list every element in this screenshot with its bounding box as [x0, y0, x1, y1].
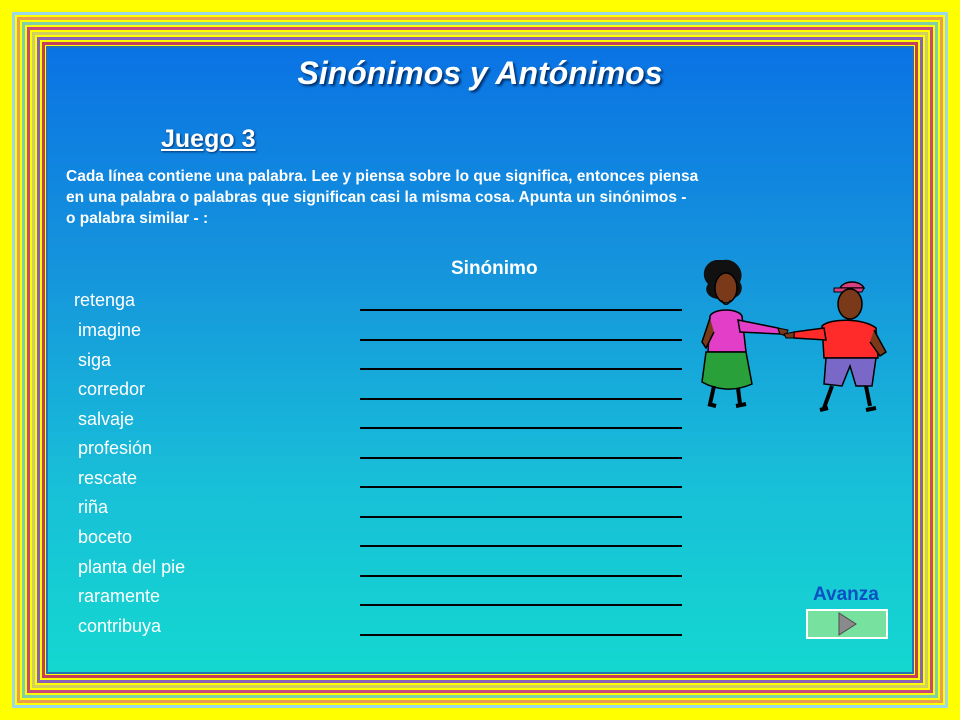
word-item: rescate [78, 468, 138, 488]
word-item: corredor [78, 379, 146, 399]
woman-figure [702, 260, 788, 406]
answer-blank[interactable] [360, 398, 682, 400]
instructions-line: o palabra similar - : [66, 210, 209, 227]
answer-blank[interactable] [360, 339, 682, 341]
word-item: boceto [78, 527, 133, 547]
page-title: Sinónimos y Antónimos [297, 55, 663, 91]
next-label: Avanza [813, 584, 879, 605]
word-item: raramente [78, 586, 161, 606]
man-figure [784, 282, 886, 410]
word-item: riña [78, 497, 109, 517]
answer-blank[interactable] [360, 368, 682, 370]
play-triangle-icon [837, 612, 857, 636]
word-item: salvaje [78, 409, 135, 429]
synonym-column-header: Sinónimo [451, 258, 538, 279]
word-item: imagine [78, 320, 142, 340]
word-item: contribuya [78, 616, 162, 636]
answer-blank[interactable] [360, 427, 682, 429]
answer-blank[interactable] [360, 575, 682, 577]
answer-blank[interactable] [360, 457, 682, 459]
answer-blank[interactable] [360, 604, 682, 606]
word-item: planta del pie [78, 557, 186, 577]
game-subtitle: Juego 3 [161, 125, 256, 153]
answer-blank[interactable] [360, 516, 682, 518]
instructions [66, 166, 896, 229]
answer-blank[interactable] [360, 545, 682, 547]
answer-blank[interactable] [360, 309, 682, 311]
answer-blank[interactable] [360, 486, 682, 488]
instructions-line: en una palabra o palabras que significan casi la misma cosa. Apunta un sinónimos - [66, 189, 687, 206]
handshake-clipart [694, 252, 894, 414]
word-item: profesión [78, 438, 153, 458]
word-item: retenga [74, 290, 136, 310]
word-item: siga [78, 350, 112, 370]
instructions-line: Cada línea contiene una palabra. Lee y piensa sobre lo que significa, entonces piensa [66, 168, 699, 185]
answer-blank[interactable] [360, 634, 682, 636]
next-button[interactable] [806, 609, 888, 639]
